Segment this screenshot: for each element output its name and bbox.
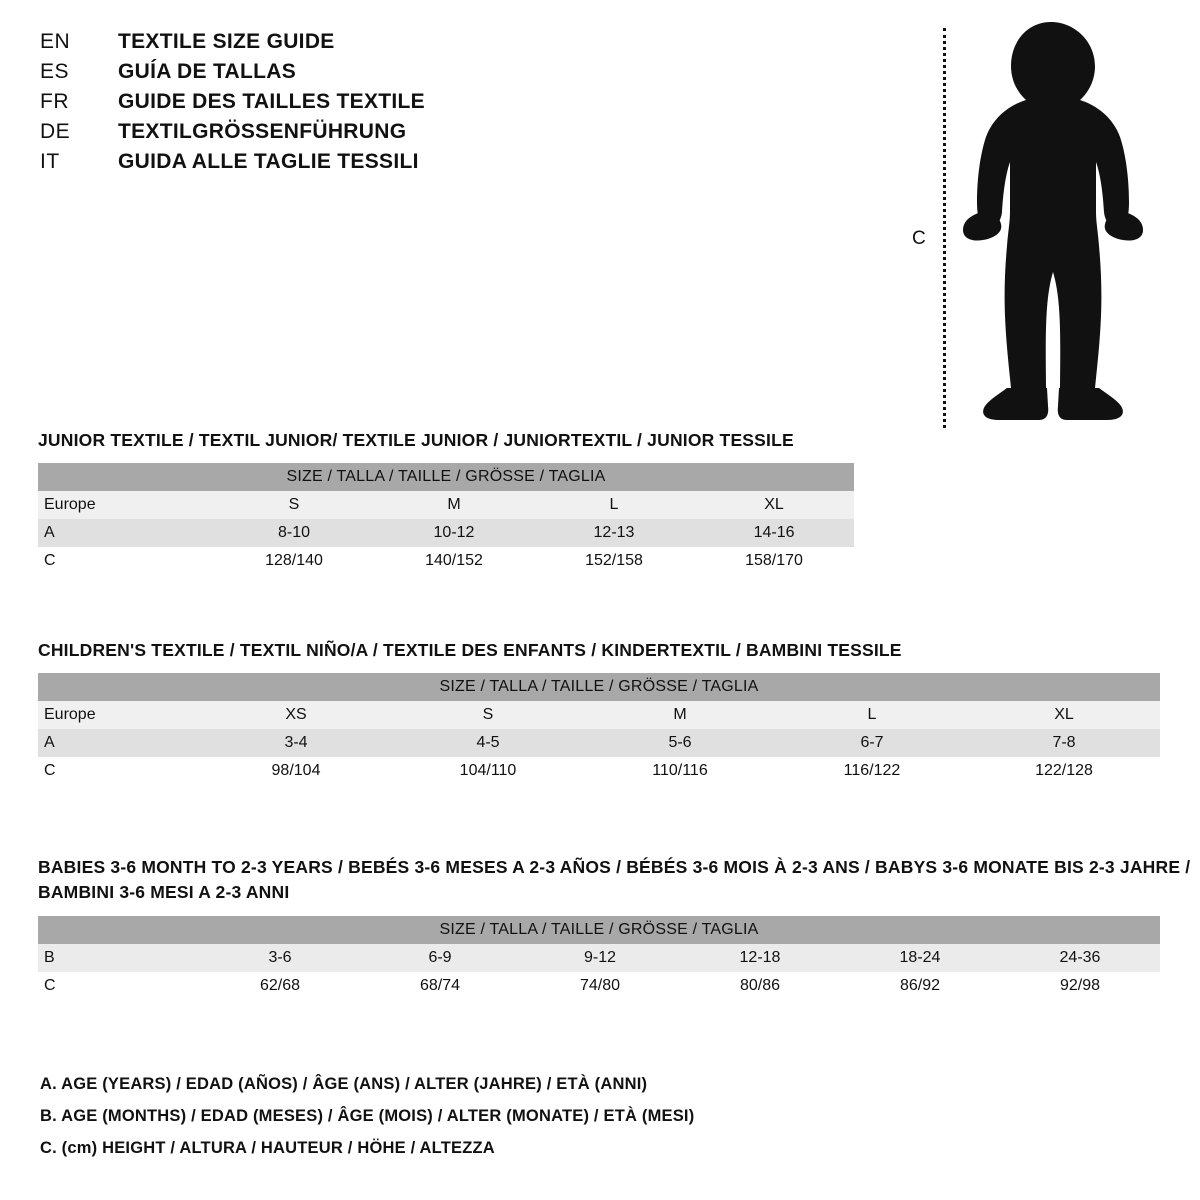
language-row xyxy=(40,150,640,180)
section-title: JUNIOR TEXTILE / TEXTIL JUNIOR/ TEXTILE JUNIOR / JUNIORTEXTIL / JUNIOR TESSILE xyxy=(38,430,794,450)
cell: 86/92 xyxy=(899,976,941,994)
language-code: DE xyxy=(40,120,71,143)
language-code: ES xyxy=(40,60,70,83)
table-row xyxy=(38,757,1160,785)
row-label: B xyxy=(44,948,55,966)
cell: XS xyxy=(285,706,307,724)
language-row xyxy=(40,60,640,90)
section-babies-textile xyxy=(38,855,1200,1000)
cell: 3-4 xyxy=(284,734,308,752)
cell: L xyxy=(867,706,877,724)
language-row xyxy=(40,30,640,60)
footnote-b: B. AGE (MONTHS) / EDAD (MESES) / ÂGE (MOIS) / ALTER (MONATE) / ETÀ (MESI) xyxy=(40,1107,695,1126)
cell: L xyxy=(609,496,619,514)
footnote-a: A. AGE (YEARS) / EDAD (AÑOS) / ÂGE (ANS) / ALTER (JAHRE) / ETÀ (ANNI) xyxy=(40,1075,648,1093)
table-row xyxy=(38,972,1160,1000)
section-junior-textile xyxy=(38,428,854,575)
cell: 5-6 xyxy=(668,734,692,752)
cell: 3-6 xyxy=(268,948,292,966)
table-row xyxy=(38,547,854,575)
row-label: C xyxy=(44,976,56,994)
cell: 9-12 xyxy=(583,948,617,966)
language-header xyxy=(40,30,640,180)
row-label: Europe xyxy=(44,496,96,514)
cell: 62/68 xyxy=(259,976,301,994)
row-label: A xyxy=(44,524,55,542)
size-table-junior xyxy=(38,463,854,575)
language-code: EN xyxy=(40,30,71,53)
cell: 6-9 xyxy=(428,948,452,966)
size-table-children xyxy=(38,673,1160,785)
cell: 8-10 xyxy=(277,524,311,542)
cell: 158/170 xyxy=(745,552,803,570)
row-label: C xyxy=(44,552,56,570)
cell: 80/86 xyxy=(739,976,781,994)
section-title: BABIES 3-6 MONTH TO 2-3 YEARS / BEBÉS 3-6 MESES A 2-3 AÑOS / BÉBÉS 3-6 MOIS À 2-3 ANS / BABYS 3-6 MONATE BIS 2-3 JAHRE / BAMBINI 3-6 MESI A 2-3 ANNI xyxy=(38,857,1191,903)
cell: 74/80 xyxy=(579,976,621,994)
cell: 116/122 xyxy=(843,762,901,780)
child-silhouette-icon xyxy=(955,16,1155,426)
cell: 122/128 xyxy=(1035,762,1093,780)
cell: 12-13 xyxy=(593,524,635,542)
cell: 10-12 xyxy=(433,524,475,542)
cell: 68/74 xyxy=(419,976,461,994)
language-code: IT xyxy=(40,150,60,173)
cell: 18-24 xyxy=(899,948,941,966)
cell: 140/152 xyxy=(425,552,483,570)
cell: 152/158 xyxy=(585,552,643,570)
language-row xyxy=(40,120,640,150)
cell: 98/104 xyxy=(271,762,321,780)
language-title: GUIDA ALLE TAGLIE TESSILI xyxy=(118,150,419,173)
language-title: GUIDE DES TAILLES TEXTILE xyxy=(118,90,425,113)
table-band-label: SIZE / TALLA / TAILLE / GRÖSSE / TAGLIA xyxy=(286,468,606,486)
cell: M xyxy=(447,496,461,514)
cell: M xyxy=(673,706,687,724)
cell: 128/140 xyxy=(265,552,323,570)
table-row xyxy=(38,519,854,547)
table-band-row xyxy=(38,463,854,491)
row-label: C xyxy=(44,762,56,780)
cell: 4-5 xyxy=(476,734,500,752)
row-label: A xyxy=(44,734,55,752)
table-row xyxy=(38,729,1160,757)
language-title: TEXTILGRÖSSENFÜHRUNG xyxy=(118,120,407,143)
table-row xyxy=(38,701,1160,729)
language-code: FR xyxy=(40,90,69,113)
height-dotted-line xyxy=(943,28,946,428)
language-row xyxy=(40,90,640,120)
table-row xyxy=(38,944,1160,972)
cell: S xyxy=(482,706,494,724)
cell: 110/116 xyxy=(652,762,708,780)
cell: 24-36 xyxy=(1059,948,1101,966)
size-table-babies xyxy=(38,916,1160,1000)
section-title: CHILDREN'S TEXTILE / TEXTIL NIÑO/A / TEXTILE DES ENFANTS / KINDERTEXTIL / BAMBINI TESSILE xyxy=(38,640,902,660)
cell: XL xyxy=(764,496,784,514)
row-label: Europe xyxy=(44,706,96,724)
language-title: TEXTILE SIZE GUIDE xyxy=(118,30,335,53)
cell: 92/98 xyxy=(1059,976,1101,994)
table-band-label: SIZE / TALLA / TAILLE / GRÖSSE / TAGLIA xyxy=(439,678,759,696)
footnote-c: C. (cm) HEIGHT / ALTURA / HAUTEUR / HÖHE / ALTEZZA xyxy=(40,1139,495,1158)
language-title: GUÍA DE TALLAS xyxy=(118,60,297,83)
measurement-figure xyxy=(900,10,1160,430)
section-childrens-textile xyxy=(38,638,1160,785)
legend-footnotes xyxy=(40,1068,1040,1165)
table-band-row xyxy=(38,673,1160,701)
table-band-row xyxy=(38,916,1160,944)
table-row xyxy=(38,491,854,519)
cell: S xyxy=(288,496,300,514)
table-band-label: SIZE / TALLA / TAILLE / GRÖSSE / TAGLIA xyxy=(439,920,759,938)
cell: XL xyxy=(1054,706,1074,724)
cell: 14-16 xyxy=(753,524,795,542)
cell: 12-18 xyxy=(739,948,781,966)
height-measure-label: C xyxy=(912,228,926,249)
cell: 7-8 xyxy=(1052,734,1076,752)
cell: 6-7 xyxy=(860,734,884,752)
cell: 104/110 xyxy=(459,762,517,780)
